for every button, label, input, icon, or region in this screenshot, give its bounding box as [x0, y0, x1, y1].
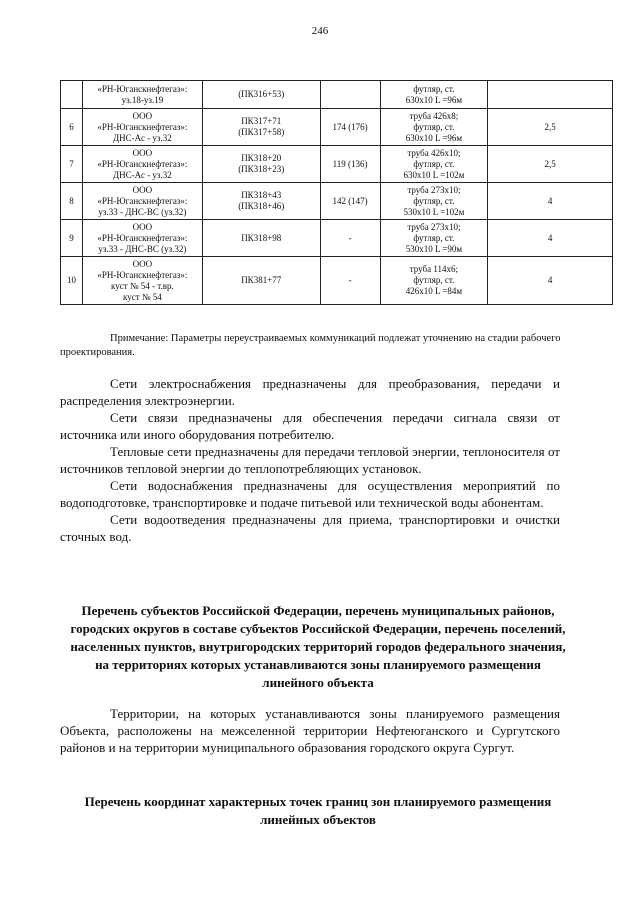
communications-table — [60, 80, 613, 305]
table-cell-desc: труба 273х10; футляр, ст. 530х10 L =90м — [380, 220, 488, 257]
table-row — [61, 109, 613, 146]
heading-subjects-list: Перечень субъектов Российской Федерации, перечень муниципальных районов, городских округов в составе субъектов Российской Федерации, перечень поселений, населенных пунктов, внутригородских территорий городов федерального значения, на территориях которых устанавливаются зоны планируемого размещения линейного объекта — [70, 603, 566, 690]
table-cell-len: - — [320, 220, 380, 257]
table-row — [61, 257, 613, 305]
heading-coordinates-list: Перечень координат характерных точек границ зон планируемого размещения линейных объектов — [84, 794, 552, 827]
table-cell-len: 119 (136) — [320, 146, 380, 183]
table-cell-len: 174 (176) — [320, 109, 380, 146]
table-cell-num: 6 — [61, 109, 83, 146]
paragraph-communication: Сети связи предназначены для обеспечения передачи сигнала связи от источника или иного оборудования потребителю. — [60, 410, 560, 442]
paragraph-electric: Сети электроснабжения предназначены для преобразования, передачи и распределения электроэнергии. — [60, 376, 560, 408]
network-descriptions — [60, 375, 560, 545]
table-cell-pk: ПК318+43 (ПК318+46) — [202, 183, 320, 220]
table-cell-desc: труба 426х10; футляр, ст. 630х10 L =102м — [380, 146, 488, 183]
table-cell-org: ООО «РН-Юганскнефтегаз»: куст № 54 - т.вр. куст № 54 — [82, 257, 202, 305]
table-note: Примечание: Параметры переустраиваемых коммуникаций подлежат уточнению на стадии рабочего проектирования. — [60, 333, 561, 358]
table-cell-pk: ПК318+98 — [202, 220, 320, 257]
table-cell-len: - — [320, 257, 380, 305]
paragraph-territories: Территории, на которых устанавливаются зоны планируемого размещения Объекта, расположены на межселенной территории Нефтеюганского и Сургутского районов и на территории муниципального образования городского округа Сургут. — [60, 706, 560, 755]
table-cell-len — [320, 81, 380, 109]
table-cell-num — [61, 81, 83, 109]
table-cell-depth — [488, 81, 613, 109]
table-cell-depth: 4 — [488, 183, 613, 220]
paragraph-water-supply: Сети водоснабжения предназначены для осуществления мероприятий по водоподготовке, транспортировке и подаче питьевой или технической воды абонентам. — [60, 478, 560, 510]
table-cell-org: «РН-Юганскнефтегаз»: уз.18-уз.19 — [82, 81, 202, 109]
table-cell-pk: ПК317+71 (ПК317+58) — [202, 109, 320, 146]
table-row — [61, 81, 613, 109]
table-cell-depth: 4 — [488, 220, 613, 257]
table-cell-pk: (ПК316+53) — [202, 81, 320, 109]
table-row — [61, 183, 613, 220]
table-cell-pk: ПК318+20 (ПК318+23) — [202, 146, 320, 183]
table-cell-num: 10 — [61, 257, 83, 305]
table-cell-desc: труба 426х8; футляр, ст. 630х10 L =96м — [380, 109, 488, 146]
table-cell-org: ООО «РН-Юганскнефтегаз»: ДНС-Ас - уз.32 — [82, 109, 202, 146]
paragraph-sewage: Сети водоотведения предназначены для приема, транспортировки и очистки сточных вод. — [60, 512, 560, 544]
table-cell-len: 142 (147) — [320, 183, 380, 220]
table-cell-desc: труба 114х6; футляр, ст. 426х10 L =84м — [380, 257, 488, 305]
table-cell-depth: 2,5 — [488, 109, 613, 146]
table-cell-org: ООО «РН-Юганскнефтегаз»: уз.33 - ДНС-ВС (уз.32) — [82, 183, 202, 220]
page-number: 246 — [311, 25, 329, 37]
table-cell-pk: ПК381+77 — [202, 257, 320, 305]
table-cell-depth: 2,5 — [488, 146, 613, 183]
table-cell-org: ООО «РН-Юганскнефтегаз»: ДНС-Ас - уз.32 — [82, 146, 202, 183]
table-cell-desc: футляр, ст. 630х10 L =96м — [380, 81, 488, 109]
table-cell-desc: труба 273х10; футляр, ст. 530х10 L =102м — [380, 183, 488, 220]
table-cell-depth: 4 — [488, 257, 613, 305]
table-cell-num: 9 — [61, 220, 83, 257]
table-cell-num: 8 — [61, 183, 83, 220]
table-row — [61, 146, 613, 183]
table-cell-org: ООО «РН-Юганскнефтегаз»: уз.33 - ДНС-ВС (уз.32) — [82, 220, 202, 257]
table-row — [61, 220, 613, 257]
table-cell-num: 7 — [61, 146, 83, 183]
paragraph-heat: Тепловые сети предназначены для передачи тепловой энергии, теплоносителя от источников тепловой энергии до теплопотребляющих установок. — [60, 444, 560, 476]
